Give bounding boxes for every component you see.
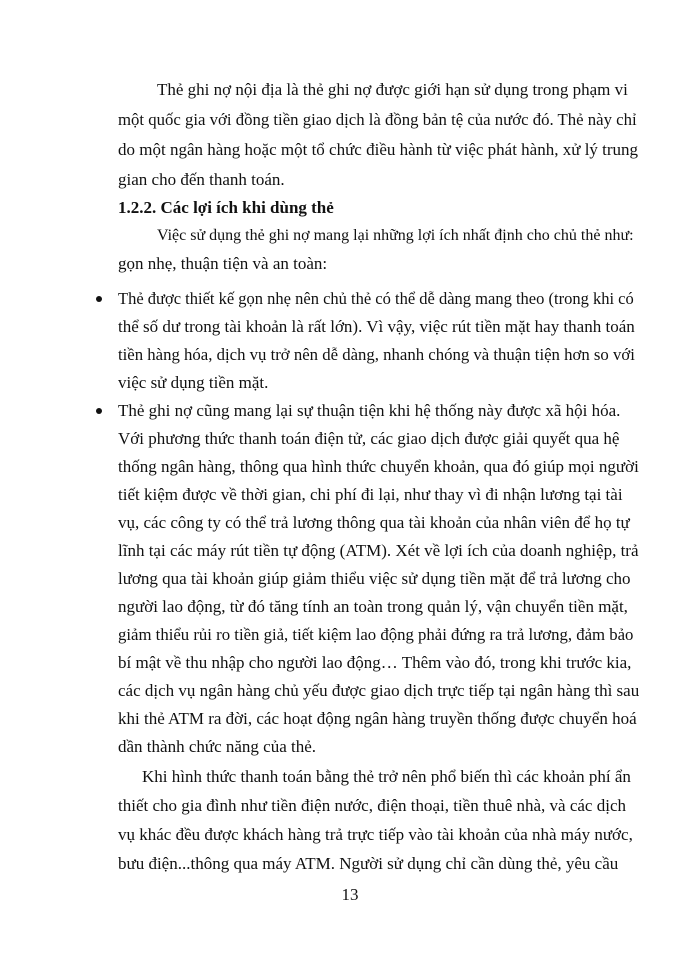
paragraph-line: vụ khác đều được khách hàng trả trực tiếp vào tài khoản của nhà máy nước, <box>118 825 633 844</box>
bullet-line: thống ngân hàng, thông qua hình thức chuyển khoản, qua đó giúp mọi người <box>118 457 639 476</box>
section-heading: 1.2.2. Các lợi ích khi dùng thẻ <box>118 198 334 217</box>
paragraph-line: Việc sử dụng thẻ ghi nợ mang lại những lợi ích nhất định cho chủ thẻ như: <box>157 227 634 244</box>
paragraph-line: do một ngân hàng hoặc một tổ chức điều hành từ việc phát hành, xử lý trung <box>118 140 639 159</box>
bullet-line: lĩnh tại các máy rút tiền tự động (ATM). Xét về lợi ích của doanh nghiệp, trả <box>118 541 639 560</box>
paragraph-line: gọn nhẹ, thuận tiện và an toàn: <box>118 254 328 273</box>
bullet-line: thể số dư trong tài khoản là rất lớn). Vì vậy, việc rút tiền mặt hay thanh toán <box>118 317 635 336</box>
paragraph-line: bưu điện...thông qua máy ATM. Người sử dụng chỉ cần dùng thẻ, yêu cầu <box>118 854 619 873</box>
bullet-line: Với phương thức thanh toán điện tử, các giao dịch được giải quyết qua hệ <box>118 429 620 448</box>
bullet-line: việc sử dụng tiền mặt. <box>118 373 269 392</box>
bullet-line: tiền hàng hóa, dịch vụ trở nên dễ dàng, nhanh chóng và thuận tiện hơn so với <box>118 345 635 364</box>
bullet-line: bí mật về thu nhập cho người lao động… Thêm vào đó, trong khi trước kia, <box>118 653 632 672</box>
paragraph-line: thiết cho gia đình như tiền điện nước, điện thoại, tiền thuê nhà, và các dịch <box>118 796 626 815</box>
bullet-line: khi thẻ ATM ra đời, các hoạt động ngân hàng truyền thống được chuyển hoá <box>118 709 637 728</box>
bullet-line: các dịch vụ ngân hàng chủ yếu được giao dịch trực tiếp tại ngân hàng thì sau <box>118 681 640 700</box>
bullet-line: tiết kiệm được về thời gian, chi phí đi lại, như thay vì đi nhận lương tại tài <box>118 485 623 504</box>
bullet-line: lương qua tài khoản giúp giảm thiểu việc sử dụng tiền mặt để trả lương cho <box>118 569 631 588</box>
paragraph-line: Khi hình thức thanh toán bằng thẻ trở nên phổ biến thì các khoản phí ẩn <box>142 767 631 786</box>
bullet-line: người lao động, từ đó tăng tính an toàn trong quản lý, vận chuyển tiền mặt, <box>118 597 628 616</box>
bullet-line: Thẻ ghi nợ cũng mang lại sự thuận tiện khi hệ thống này được xã hội hóa. <box>118 401 621 420</box>
bullet-line: vụ, các công ty có thể trả lương thông qua tài khoản của nhân viên để họ tự <box>118 513 630 532</box>
bullet-line: giảm thiểu rủi ro tiền giả, tiết kiệm lao động phải đứng ra trả lương, đảm bảo <box>118 625 634 644</box>
bullet-icon <box>96 296 102 302</box>
bullet-icon <box>96 408 102 414</box>
paragraph-line: Thẻ ghi nợ nội địa là thẻ ghi nợ được giới hạn sử dụng trong phạm vi <box>157 80 628 99</box>
bullet-line: Thẻ được thiết kế gọn nhẹ nên chủ thẻ có thể dễ dàng mang theo (trong khi có <box>118 289 634 308</box>
page-number: 13 <box>341 885 359 904</box>
paragraph-line: gian cho đến thanh toán. <box>118 170 285 189</box>
paragraph-line: một quốc gia với đồng tiền giao dịch là đồng bản tệ của nước đó. Thẻ này chỉ <box>118 110 637 129</box>
bullet-line: dần thành chức năng của thẻ. <box>118 737 317 756</box>
